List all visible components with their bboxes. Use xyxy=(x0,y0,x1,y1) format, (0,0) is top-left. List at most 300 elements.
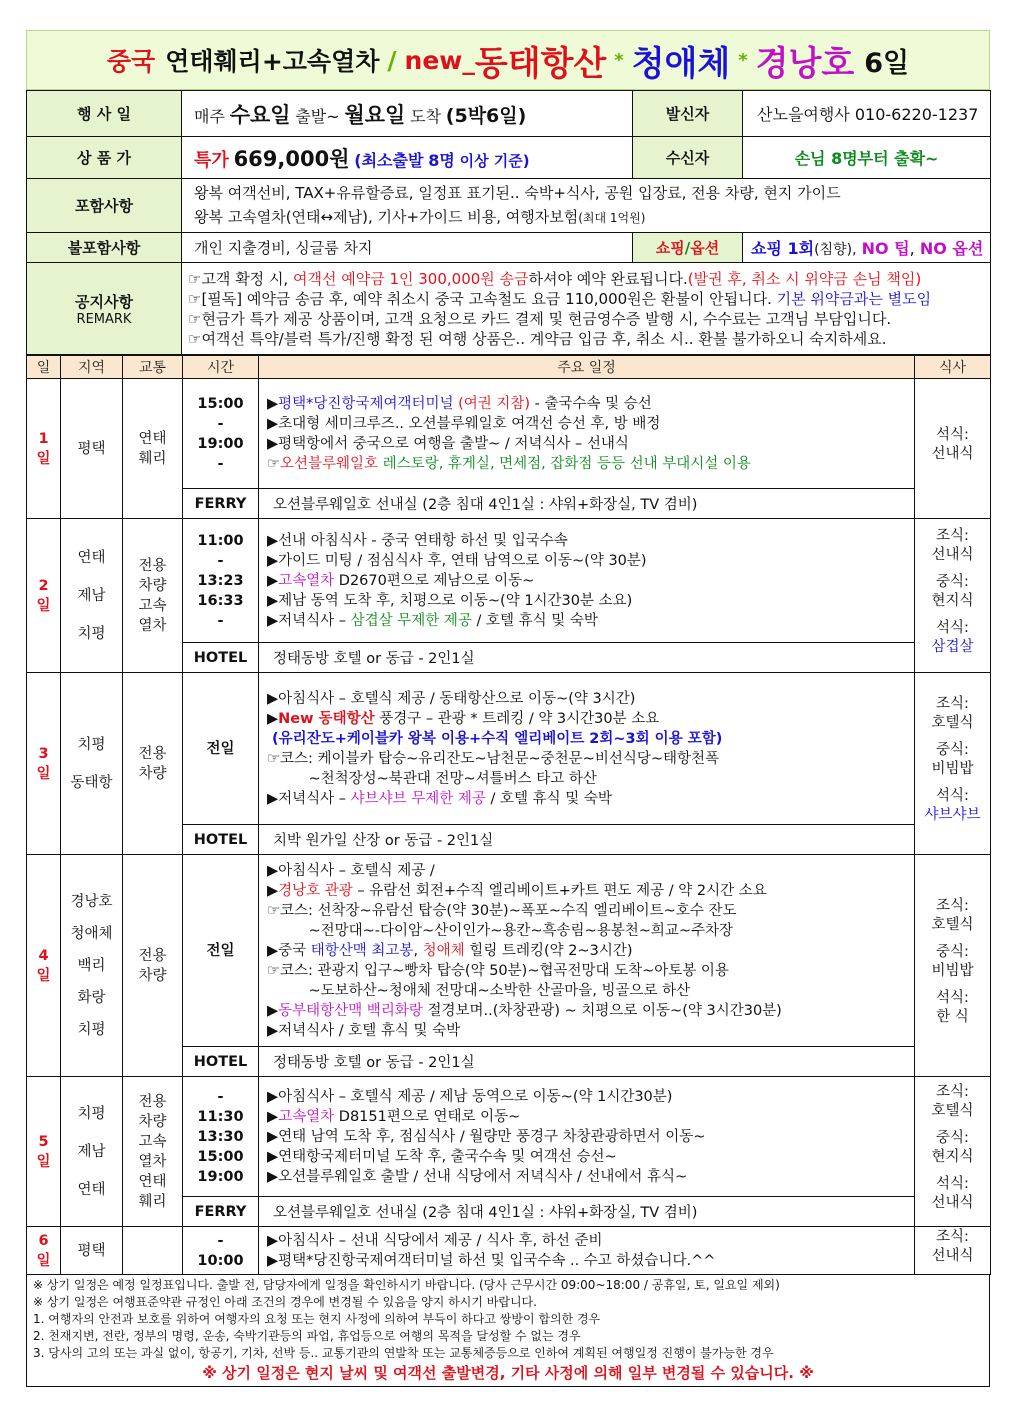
day-unit: 일 xyxy=(36,450,51,467)
meal-key: 중식: xyxy=(936,1129,969,1146)
footer-line-1: ※ 상기 일정은 예정 일정표입니다. 출발 전, 담당자에게 일정을 확인하시기 바랍니다. (당사 근무시간 09:00~18:00 / 공휴일, 토, 일요일 제외) xyxy=(33,1278,780,1292)
schedule-item-part: (여권 지참) xyxy=(453,395,531,412)
col-region: 지역 xyxy=(61,356,123,379)
schedule-item xyxy=(267,749,906,769)
included-line-2-main: 왕복 고속열차(연태↔제남), 기사+가이드 비용, 여행자보험 xyxy=(194,208,579,226)
region-name: 화랑 xyxy=(77,989,106,1006)
notice-remark: REMARK xyxy=(76,311,132,327)
day-schedule xyxy=(259,855,915,1047)
title-slash: / xyxy=(387,45,397,75)
notice-2b: 예약금 송금 후, 예약 취소시 중국 고속철도 요금 110,000원은 환불이 안됩니다. xyxy=(246,289,772,308)
time-entry: - xyxy=(217,552,224,569)
meal-value: 호텔식 xyxy=(931,916,974,933)
transport-word: 연태 xyxy=(138,1173,167,1190)
included-label: 포함사항 xyxy=(27,179,182,233)
schedule-item-part: ▶ xyxy=(267,395,279,412)
day-region xyxy=(61,855,123,1077)
notice-line-2 xyxy=(188,289,984,309)
title-star-1: * xyxy=(614,49,624,71)
schedule-item xyxy=(267,394,906,414)
schedule-item-part: ▶ xyxy=(267,1108,279,1125)
schedule-item xyxy=(267,1127,906,1147)
transport-word: 열차 xyxy=(138,1153,167,1170)
day-row xyxy=(27,673,991,825)
date-mon: 월요일 xyxy=(344,102,406,127)
price-label: 상 품 가 xyxy=(27,137,182,179)
schedule-header xyxy=(27,356,991,379)
time-entry: - xyxy=(217,1088,224,1105)
schedule-item-part: 고속열차 xyxy=(278,1108,335,1125)
title-duration: 6일 xyxy=(864,47,910,79)
schedule-item-part: ☞코스: 케이블카 탑승~유리잔도~남천문~중천문~비선식당~태항천폭 xyxy=(267,750,720,767)
schedule-item-part: ▶저녁식사 – xyxy=(267,612,351,629)
schedule-table xyxy=(26,355,991,1275)
meal-key: 석식: xyxy=(936,1175,969,1192)
schedule-item-part: ▶저녁식사 – xyxy=(267,790,351,807)
region-name: 연태 xyxy=(77,1181,106,1198)
schedule-item xyxy=(267,921,906,941)
time-entry: - xyxy=(217,455,224,472)
schedule-item-part: New 동태항산 xyxy=(278,710,375,727)
schedule-item xyxy=(267,571,906,591)
schedule-item xyxy=(267,709,906,729)
schedule-item xyxy=(267,981,906,1001)
time-entry: - xyxy=(217,612,224,629)
col-meal: 식사 xyxy=(915,356,991,379)
day-transport xyxy=(123,1227,183,1275)
day-schedule xyxy=(259,1227,915,1275)
included-line-2 xyxy=(194,205,978,230)
schedule-item-part: ▶아침식사 – 호텔식 제공 / 동태항산으로 이동~(약 3시간) xyxy=(267,690,636,707)
date-mid: 출발~ xyxy=(295,106,340,126)
time-entry: 15:00 xyxy=(197,1148,244,1165)
included-line-2-small: (최대 1억원) xyxy=(578,211,646,225)
day-number xyxy=(27,855,61,1077)
day-unit: 일 xyxy=(36,967,51,984)
schedule-item xyxy=(267,1107,906,1127)
day-number xyxy=(27,1227,61,1275)
title-transport: 연태훼리+고속열차 xyxy=(165,47,380,76)
col-transport: 교통 xyxy=(123,356,183,379)
schedule-item xyxy=(267,861,906,881)
transport-word: 차량 xyxy=(138,1113,167,1130)
day-num: 1 xyxy=(38,430,49,447)
transport-word: 훼리 xyxy=(138,1193,167,1210)
day-number xyxy=(27,519,61,673)
transport-word: 전용 xyxy=(138,745,167,762)
schedule-item xyxy=(267,1167,906,1187)
region-name: 연태 xyxy=(77,549,106,566)
schedule-item-part: ▶연태항국제터미널 도착 후, 출국수속 및 여객선 승선~ xyxy=(267,1148,617,1165)
schedule-item-part: D8151편으로 연태로 이동~ xyxy=(334,1108,521,1125)
receiver-label: 수신자 xyxy=(633,137,743,179)
day-num: 3 xyxy=(38,745,49,762)
time-entry: 11:30 xyxy=(197,1108,244,1125)
notice-line-3: ☞현금가 특가 제공 상품이며, 고객 요청으로 카드 결제 및 현금영수증 발행 시, 수수료는 고객님 부담입니다. xyxy=(188,309,892,328)
time-entry: 10:00 xyxy=(197,1252,244,1269)
schedule-item xyxy=(267,1001,906,1021)
shopping-item: (침향), xyxy=(814,242,857,258)
day-region xyxy=(61,1077,123,1227)
transport-word: 고속 xyxy=(138,597,167,614)
schedule-item-part: ▶ xyxy=(267,1002,279,1019)
meal-value: 선내식 xyxy=(931,546,974,563)
schedule-item-part: ☞코스: 선착장~유람선 탑승(약 30분)~폭포~수직 엘리베이트~호수 잔도 xyxy=(267,902,737,919)
day-meals xyxy=(915,1077,991,1227)
title-dongtaehangsan: 동태항산 xyxy=(474,43,607,84)
title-cheongaeche: 청애체 xyxy=(631,43,731,84)
excluded-value: 개인 지출경비, 싱글룸 차지 xyxy=(182,233,633,263)
meal-value: 비빔밥 xyxy=(931,760,974,777)
transport-word: 전용 xyxy=(138,557,167,574)
day-unit: 일 xyxy=(36,1252,51,1269)
day-number xyxy=(27,1077,61,1227)
accommodation-type: HOTEL xyxy=(183,825,259,855)
schedule-item-part: ▶ xyxy=(267,882,279,899)
transport-word: 차량 xyxy=(138,967,167,984)
schedule-item-part: ▶선내 아침식사 - 중국 연태항 하선 및 입국수속 xyxy=(267,532,568,549)
region-name: 제남 xyxy=(77,587,106,604)
region-name: 치평 xyxy=(77,625,106,642)
schedule-item-part: ~전망대~-다이암~산이인가~용칸~흑송림~용봉천~희교~주차장 xyxy=(267,922,734,939)
schedule-item xyxy=(267,454,906,474)
time-entry: 전일 xyxy=(206,740,235,757)
time-entry: 15:00 xyxy=(197,395,244,412)
region-name: 치평 xyxy=(77,1105,106,1122)
meal-key: 석식: xyxy=(936,787,969,804)
schedule-item-part: , xyxy=(413,942,423,959)
meal-value: 비빔밥 xyxy=(931,962,974,979)
meal-value: 현지식 xyxy=(931,592,974,609)
day-region xyxy=(61,673,123,855)
footer-line-5: 3. 당사의 고의 또는 과실 없이, 항공기, 기차, 선박 등.. 교통기관의 연발착 또는 교통체증등으로 인하여 계획된 여행일정 진행이 불가능한 경우 xyxy=(33,1346,774,1360)
info-table xyxy=(26,90,991,355)
schedule-item-part: ~도보하산~청애체 전망대~소박한 산골마을, 빙골으로 하산 xyxy=(267,982,691,999)
meal-key: 중식: xyxy=(936,573,969,590)
footer-notes xyxy=(26,1275,990,1387)
title-new: new_ xyxy=(404,45,475,75)
meal-value: 한 식 xyxy=(936,1008,969,1025)
day-transport xyxy=(123,379,183,519)
accommodation-value: 치박 원가일 산장 or 동급 - 2인1실 xyxy=(259,825,915,855)
meal-key: 중식: xyxy=(936,943,969,960)
transport-word: 전용 xyxy=(138,1093,167,1110)
notice-title: 공지사항 xyxy=(75,292,133,311)
meal-value: 현지식 xyxy=(931,1148,974,1165)
shopping-count: 쇼핑 1회 xyxy=(751,239,815,258)
shopping-label-slash: / xyxy=(684,239,691,257)
notice-line-1 xyxy=(188,269,984,289)
shopping-label xyxy=(633,233,743,263)
accommodation-type: FERRY xyxy=(183,489,259,519)
schedule-item xyxy=(267,881,906,901)
day-meals xyxy=(915,855,991,1077)
schedule-item-part: / 호텔 휴식 및 숙박 xyxy=(471,612,598,629)
region-name: 백리 xyxy=(77,957,106,974)
meal-key: 조식: xyxy=(936,897,969,914)
date-label: 행 사 일 xyxy=(27,91,182,137)
day-unit: 일 xyxy=(36,765,51,782)
schedule-item-part: / 호텔 휴식 및 숙박 xyxy=(485,790,612,807)
day-row xyxy=(27,1077,991,1197)
transport-word: 훼리 xyxy=(138,450,167,467)
itinerary-document xyxy=(26,30,990,1387)
schedule-item xyxy=(267,689,906,709)
title-gyeongnangho: 경낭호 xyxy=(755,43,855,84)
price-min-a: (최소출발 xyxy=(354,150,424,170)
region-name: 제남 xyxy=(77,1143,106,1160)
time-entry: 13:23 xyxy=(197,572,244,589)
region-name: 치평 xyxy=(77,736,106,753)
region-name: 치평 xyxy=(77,1021,106,1038)
footer-line-2: ※ 상기 일정은 여행표준약관 규정인 아래 조건의 경우에 변경될 수 있음을 양지 하시기 바랍니다. xyxy=(33,1295,537,1309)
day-transport xyxy=(123,855,183,1077)
schedule-item xyxy=(267,961,906,981)
schedule-item-part: 태항산맥 최고봉 xyxy=(310,942,414,959)
notice-2a: ☞[필독] xyxy=(188,289,243,308)
time-entry: 11:00 xyxy=(197,532,244,549)
title-star-2: * xyxy=(738,49,748,71)
accommodation-type: FERRY xyxy=(183,1197,259,1227)
day-row xyxy=(27,855,991,1047)
schedule-item-part: ~천척장성~북관대 전망~셔틀버스 타고 하산 xyxy=(267,770,597,787)
region-name: 평택 xyxy=(77,440,106,457)
time-entry: 13:30 xyxy=(197,1128,244,1145)
schedule-item xyxy=(267,941,906,961)
schedule-item-part: ▶아침식사 – 선내 식당에서 제공 / 식사 후, 하선 준비 xyxy=(267,1232,603,1249)
schedule-item-part: ▶평택*당진항국제여객터미널 하선 및 입국수속 .. 수고 하셨습니다.^^ xyxy=(267,1252,716,1269)
date-value xyxy=(182,91,633,137)
schedule-item-part: ☞ xyxy=(267,455,280,472)
footer-line-3: 1. 여행자의 안전과 보호를 위하여 여행자의 요청 또는 현지 사정에 의하여 부득이 하다고 쌍방이 합의한 경우 xyxy=(33,1312,601,1326)
shopping-label-b: 옵션 xyxy=(690,239,720,257)
schedule-item xyxy=(267,729,906,749)
notice-content xyxy=(182,263,991,355)
day-schedule xyxy=(259,379,915,489)
region-name: 평택 xyxy=(77,1242,106,1259)
accommodation-type: HOTEL xyxy=(183,1047,259,1077)
schedule-item-part: 경낭호 관광 xyxy=(278,882,353,899)
day-unit: 일 xyxy=(36,597,51,614)
schedule-item xyxy=(267,611,906,631)
footer-line-4: 2. 천재지변, 전란, 정부의 명령, 운송, 숙박기관등의 파업, 휴업등으로 여행의 목적을 달성할 수 없는 경우 xyxy=(33,1329,581,1343)
notice-1c: 하셔야 예약 완료됩니다. xyxy=(528,269,688,288)
meal-key: 석식: xyxy=(936,619,969,636)
day-transport xyxy=(123,519,183,673)
time-entry: - xyxy=(217,1232,224,1249)
notice-1d: (발권 후, 취소 시 위약금 손님 책임) xyxy=(687,269,922,288)
day-num: 5 xyxy=(38,1133,49,1150)
region-name: 경낭호 xyxy=(70,893,113,910)
document-title xyxy=(26,30,990,90)
meal-key: 석식: xyxy=(936,426,969,443)
schedule-item xyxy=(267,414,906,434)
day-meals xyxy=(915,673,991,855)
notice-2c: 기본 위약금과는 별도임 xyxy=(776,289,932,308)
accommodation-type: HOTEL xyxy=(183,643,259,673)
price-amount: 669,000원 xyxy=(233,146,350,171)
day-times xyxy=(183,855,259,1047)
meal-value: 삼겹살 xyxy=(931,638,974,655)
day-times xyxy=(183,1227,259,1275)
day-unit: 일 xyxy=(36,1153,51,1170)
schedule-item-part: ▶초대형 세미크루즈.. 오션블루웨일호 여객선 승선 후, 방 배정 xyxy=(267,415,661,432)
included-value xyxy=(182,179,991,233)
schedule-item-part: 고속열차 xyxy=(278,572,335,589)
date-duration: (5박6일) xyxy=(445,104,527,127)
meal-value: 샤브샤브 xyxy=(924,806,981,823)
footer-line-6: ※ 상기 일정은 현지 날씨 및 여객선 출발변경, 기타 사정에 의해 일부 변경될 수 있습니다. ※ xyxy=(202,1364,814,1382)
transport-word: 차량 xyxy=(138,577,167,594)
date-pre: 매주 xyxy=(194,106,225,126)
schedule-item-part: (유리잔도+케이블카 왕복 이용+수직 엘리베이트 2회~3회 이용 포함) xyxy=(267,730,723,747)
day-number xyxy=(27,673,61,855)
transport-word: 열차 xyxy=(138,617,167,634)
day-row xyxy=(27,519,991,643)
day-meals xyxy=(915,519,991,673)
included-line-1: 왕복 여객선비, TAX+유류할증료, 일정표 표기된.. 숙박+식사, 공원 입장료, 전용 차량, 현지 가이드 xyxy=(194,184,841,202)
accommodation-value: 정태동방 호텔 or 동급 - 2인1실 xyxy=(259,643,915,673)
meal-key: 중식: xyxy=(936,741,969,758)
meal-value: 선내식 xyxy=(931,1247,974,1264)
sender-value: 산노을여행사 010-6220-1237 xyxy=(743,91,991,137)
schedule-item-part: 삼겹살 무제한 제공 xyxy=(350,612,472,629)
schedule-item xyxy=(267,901,906,921)
day-meals xyxy=(915,379,991,519)
schedule-item xyxy=(267,1147,906,1167)
meal-key: 조식: xyxy=(936,1083,969,1100)
meal-value: 호텔식 xyxy=(931,1102,974,1119)
accommodation-value: 오션블루웨일호 선내실 (2층 침대 4인1실 : 샤워+화장실, TV 겸비) xyxy=(259,1197,915,1227)
price-min-b: 8명 xyxy=(428,150,455,170)
day-schedule xyxy=(259,519,915,643)
accommodation-value: 정태동방 호텔 or 동급 - 2인1실 xyxy=(259,1047,915,1077)
day-transport xyxy=(123,1077,183,1227)
schedule-item xyxy=(267,789,906,809)
schedule-item-part: 절경보며..(차창관광) ~ 치평으로 이동~(약 3시간30분) xyxy=(422,1002,782,1019)
schedule-item-part: ☞코스: 관광지 입구~빵차 탑승(약 50분)~협곡전망대 도착~아토봉 이용 xyxy=(267,962,729,979)
meal-key: 조식: xyxy=(936,1228,969,1245)
sender-label: 발신자 xyxy=(633,91,743,137)
excluded-label: 불포함사항 xyxy=(27,233,182,263)
notice-1a: ☞고객 확정 시, xyxy=(188,269,289,288)
price-value xyxy=(182,137,633,179)
time-entry: 16:33 xyxy=(197,592,244,609)
day-num: 6 xyxy=(38,1232,49,1249)
meal-value: 호텔식 xyxy=(931,714,974,731)
notice-label xyxy=(27,263,182,355)
schedule-item-part: 레스토랑, 휴게실, 면세점, 잡화점 등등 선내 부대시설 이용 xyxy=(378,455,751,472)
accommodation-value: 오션블루웨일호 선내실 (2층 침대 4인1실 : 샤워+화장실, TV 겸비) xyxy=(259,489,915,519)
schedule-item xyxy=(267,591,906,611)
day-times xyxy=(183,673,259,825)
schedule-item-part: – 유람선 회전+수직 엘리베이트+카트 편도 제공 / 약 2시간 소요 xyxy=(352,882,767,899)
day-num: 4 xyxy=(38,947,49,964)
schedule-item-part: ▶ xyxy=(267,572,279,589)
notice-line-4: ☞여객선 특약/블럭 특가/진행 확정 된 여행 상품은.. 계약금 입금 후, 취소 시.. 환불 불가하오니 숙지하세요. xyxy=(188,329,887,348)
day-num: 2 xyxy=(38,577,49,594)
meal-value: 선내식 xyxy=(931,1194,974,1211)
meal-key: 석식: xyxy=(936,989,969,1006)
price-min-c: 이상 기준) xyxy=(459,151,530,170)
col-schedule: 주요 일정 xyxy=(259,356,915,379)
day-times xyxy=(183,1077,259,1197)
schedule-item-part: 풍경구 – 관광 * 트레킹 / 약 3시간30분 소요 xyxy=(374,710,660,727)
price-tag: 특가 xyxy=(194,149,229,171)
schedule-item-part: 샤브샤브 무제한 제공 xyxy=(350,790,486,807)
schedule-item xyxy=(267,434,906,454)
transport-word: 고속 xyxy=(138,1133,167,1150)
day-transport xyxy=(123,673,183,855)
receiver-value: 손님 8명부터 출확~ xyxy=(743,137,991,179)
schedule-item-part: 오션블루웨일호 xyxy=(280,455,379,472)
meal-key: 조식: xyxy=(936,695,969,712)
title-country: 중국 xyxy=(106,47,156,76)
day-times xyxy=(183,379,259,489)
time-entry: 19:00 xyxy=(197,435,244,452)
schedule-item-part: ▶저녁식사 / 호텔 휴식 및 숙박 xyxy=(267,1022,461,1039)
schedule-item-part: ▶아침식사 – 호텔식 제공 / 제남 동역으로 이동~(약 1시간30분) xyxy=(267,1088,673,1105)
schedule-item-part: D2670편으로 제남으로 이동~ xyxy=(334,572,535,589)
schedule-item-part: - 출국수속 및 승선 xyxy=(530,395,652,412)
day-region xyxy=(61,379,123,519)
day-schedule xyxy=(259,1077,915,1197)
schedule-item-part: ▶가이드 미팅 / 점심식사 후, 연태 남역으로 이동~(약 30분) xyxy=(267,552,647,569)
day-row xyxy=(27,379,991,489)
schedule-item-part: ▶평택항에서 중국으로 여행을 출발~ / 저녁식사 – 선내식 xyxy=(267,435,629,452)
meal-key: 조식: xyxy=(936,527,969,544)
col-time: 시간 xyxy=(183,356,259,379)
schedule-item xyxy=(267,1087,906,1107)
shopping-value xyxy=(743,233,991,263)
shopping-label-a: 쇼핑 xyxy=(655,239,685,257)
day-meals xyxy=(915,1227,991,1275)
region-name: 동태항 xyxy=(70,774,113,791)
time-entry: 전일 xyxy=(206,942,235,959)
schedule-item xyxy=(267,769,906,789)
shopping-comma: , xyxy=(909,239,915,258)
schedule-item-part: ▶아침식사 – 호텔식 제공 / xyxy=(267,862,435,879)
notice-1b: 여객선 예약금 1인 300,000원 송금 xyxy=(292,269,529,288)
schedule-item-part: 동부태항산맥 백리화랑 xyxy=(278,1002,423,1019)
transport-word: 연태 xyxy=(138,430,167,447)
schedule-item xyxy=(267,1231,906,1251)
date-post: 도착 xyxy=(410,106,442,126)
region-name: 청애체 xyxy=(70,925,113,942)
time-entry: 19:00 xyxy=(197,1168,244,1185)
day-number xyxy=(27,379,61,519)
date-wed: 수요일 xyxy=(229,102,291,127)
schedule-item-part: ▶제남 동역 도착 후, 치평으로 이동~(약 1시간30분 소요) xyxy=(267,592,633,609)
time-entry: - xyxy=(217,415,224,432)
schedule-item-part: ▶오션블루웨일호 출발 / 선내 식당에서 저녁식사 / 선내에서 휴식~ xyxy=(267,1168,688,1185)
transport-word: 차량 xyxy=(138,765,167,782)
schedule-item-part: ▶연태 남역 도착 후, 점심식사 / 월량만 풍경구 차창관광하면서 이동~ xyxy=(267,1128,706,1145)
meal-value: 선내식 xyxy=(931,445,974,462)
col-day: 일 xyxy=(27,356,61,379)
day-region xyxy=(61,519,123,673)
no-tip: NO 팁 xyxy=(861,239,910,258)
transport-word: 전용 xyxy=(138,947,167,964)
schedule-item-part: ▶ xyxy=(267,710,279,727)
schedule-item xyxy=(267,531,906,551)
schedule-item xyxy=(267,551,906,571)
schedule-item-part: 청애체 xyxy=(422,942,465,959)
schedule-item-part: ▶중국 xyxy=(267,942,311,959)
day-region xyxy=(61,1227,123,1275)
day-row xyxy=(27,1227,991,1275)
no-option: NO 옵션 xyxy=(919,239,984,258)
